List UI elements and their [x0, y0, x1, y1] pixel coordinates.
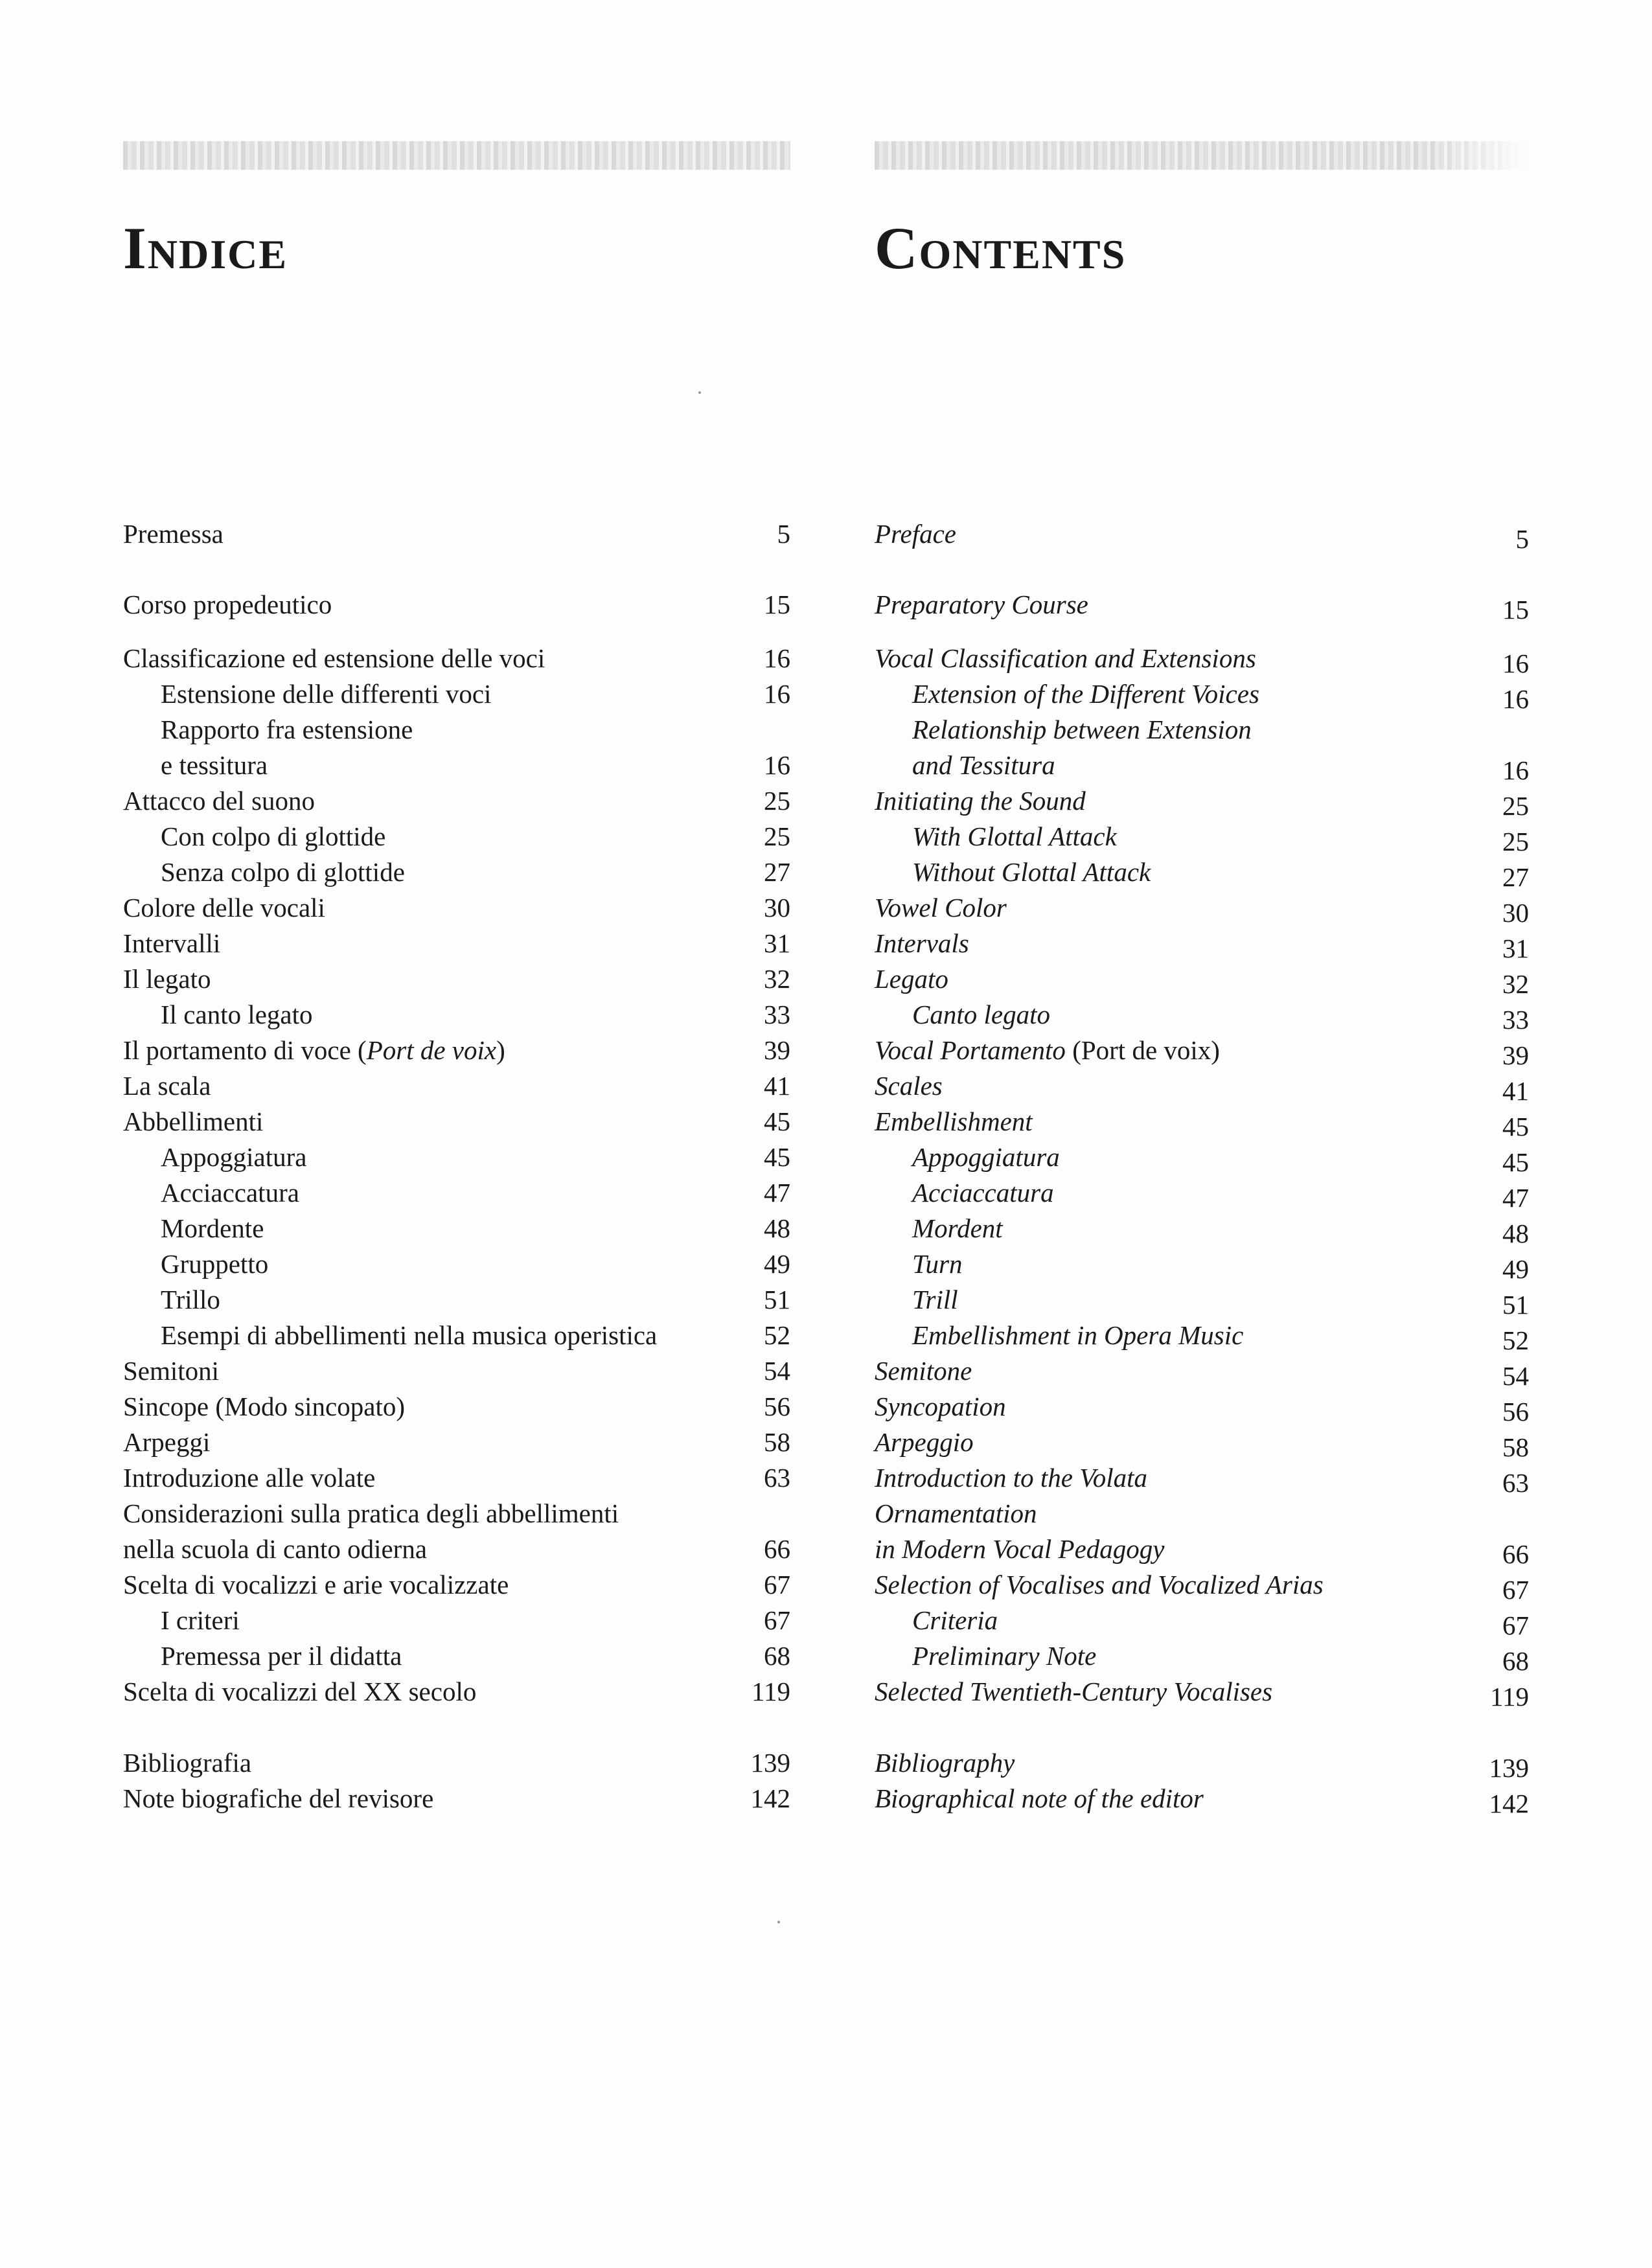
- toc-entry: [123, 783, 790, 819]
- entry-title: Criteria: [912, 1605, 998, 1635]
- entry-page: 33: [764, 1000, 790, 1029]
- entry-page: 52: [1502, 1325, 1529, 1355]
- entry-page: 45: [764, 1142, 790, 1172]
- toc-entry: [875, 1353, 1529, 1389]
- entry-title: Syncopation: [875, 1392, 1006, 1421]
- entry-page: 32: [1502, 969, 1529, 999]
- entry-title: Legato: [875, 964, 948, 994]
- toc-entry: [875, 516, 1529, 552]
- toc-entry: [123, 1566, 790, 1603]
- entry-title: Considerazioni sulla pratica degli abbellimenti: [123, 1498, 619, 1528]
- toc-entry: [875, 1638, 1529, 1674]
- toc-entry: [875, 1174, 1529, 1211]
- entry-title: Semitoni: [123, 1356, 220, 1386]
- entry-page: 16: [1502, 684, 1529, 714]
- entry-page: 48: [1502, 1219, 1529, 1248]
- entry-title: Preliminary Note: [912, 1641, 1097, 1671]
- entry-title: Preparatory Course: [875, 590, 1088, 619]
- toc-entry: [875, 996, 1529, 1033]
- toc-entry: [875, 586, 1529, 623]
- entry-page: 139: [750, 1748, 790, 1778]
- entry-page: 49: [764, 1249, 790, 1279]
- toc-entry: [123, 1210, 790, 1246]
- entry-page: 119: [751, 1677, 790, 1706]
- entry-title: Without Glottal Attack: [912, 857, 1151, 887]
- toc-entry: [875, 1495, 1529, 1531]
- entry-page: 25: [1502, 791, 1529, 821]
- toc-entry: [123, 889, 790, 926]
- toc-entry: [123, 854, 790, 890]
- toc-entry: [875, 1424, 1529, 1460]
- entry-page: 5: [777, 519, 790, 549]
- toc-entry: [875, 640, 1529, 676]
- entry-title: Appoggiatura: [161, 1142, 307, 1172]
- toc-entry: [123, 711, 790, 748]
- toc-entry: [875, 1246, 1529, 1282]
- entry-title: Ornamentation: [875, 1498, 1037, 1528]
- entry-page: 15: [1502, 595, 1529, 624]
- entry-title: Bibliography: [875, 1748, 1015, 1778]
- toc-entry: [875, 1460, 1529, 1496]
- toc-entry: [123, 1424, 790, 1460]
- entry-title: La scala: [123, 1071, 211, 1101]
- entry-title: nella scuola di canto odierna: [123, 1534, 428, 1564]
- entry-page: 25: [764, 821, 790, 851]
- entry-title: Embellishment in Opera Music: [912, 1320, 1244, 1350]
- toc-entry: [875, 1281, 1529, 1318]
- entry-title: Appoggiatura: [912, 1142, 1060, 1172]
- toc-entry: [875, 747, 1529, 783]
- entry-page: 45: [764, 1106, 790, 1136]
- entry-page: 47: [764, 1178, 790, 1208]
- toc-entry: [123, 1281, 790, 1318]
- entry-page: 32: [764, 964, 790, 994]
- entry-title: Acciaccatura: [161, 1178, 299, 1208]
- entry-title: and Tessitura: [912, 750, 1055, 780]
- entry-page: 68: [764, 1641, 790, 1671]
- toc-entry: [123, 996, 790, 1033]
- entry-page: 16: [764, 750, 790, 780]
- entry-title: Vocal Portamento (Port de voix): [875, 1035, 1220, 1065]
- entry-title: Scelta di vocalizzi del XX secolo: [123, 1677, 477, 1706]
- toc-entry: [123, 516, 790, 552]
- entry-title: Semitone: [875, 1356, 972, 1386]
- toc-entry: [123, 1174, 790, 1211]
- entry-title: Bibliografia: [123, 1748, 252, 1778]
- entry-page: 41: [1502, 1076, 1529, 1106]
- entry-title: in Modern Vocal Pedagogy: [875, 1534, 1165, 1564]
- entry-page: 52: [764, 1320, 790, 1350]
- entry-page: 54: [764, 1356, 790, 1386]
- entry-title: Selected Twentieth-Century Vocalises: [875, 1677, 1273, 1706]
- entry-page: 68: [1502, 1646, 1529, 1676]
- toc-entry: [875, 1745, 1529, 1781]
- entry-page: 67: [1502, 1575, 1529, 1605]
- toc-entry: [123, 1673, 790, 1710]
- entry-page: 5: [1515, 524, 1529, 554]
- toc-entry: [875, 783, 1529, 819]
- heading-contents: Contents: [875, 215, 1127, 281]
- entry-page: 16: [764, 679, 790, 709]
- entry-title: Initiating the Sound: [875, 786, 1086, 816]
- entry-title: Scales: [875, 1071, 943, 1101]
- entry-page: 142: [1489, 1789, 1529, 1818]
- toc-entry: [875, 1103, 1529, 1140]
- entry-title: Il legato: [123, 964, 211, 994]
- entry-page: 41: [764, 1071, 790, 1101]
- toc-entry: [123, 1780, 790, 1816]
- toc-entry: [123, 1068, 790, 1104]
- entry-title: Trill: [912, 1285, 958, 1314]
- entry-page: 39: [764, 1035, 790, 1065]
- entry-title: Sincope (Modo sincopato): [123, 1392, 405, 1421]
- entry-title: Relationship between Extension: [912, 715, 1252, 744]
- toc-entry: [123, 640, 790, 676]
- entry-page: 15: [764, 590, 790, 619]
- toc-entry: [123, 747, 790, 783]
- entry-page: 33: [1502, 1005, 1529, 1035]
- entry-title: Classificazione ed estensione delle voci: [123, 643, 545, 673]
- entry-page: 67: [1502, 1610, 1529, 1640]
- entry-title: Mordent: [912, 1213, 1003, 1243]
- entry-page: 49: [1502, 1254, 1529, 1284]
- entry-title: Trillo: [161, 1285, 220, 1314]
- entry-page: 16: [1502, 648, 1529, 678]
- entry-title: Introduction to the Volata: [875, 1463, 1147, 1493]
- entry-title: With Glottal Attack: [912, 821, 1117, 851]
- entry-page: 54: [1502, 1361, 1529, 1391]
- header-decor-bar-left: [123, 141, 790, 170]
- toc-entry: [123, 586, 790, 623]
- toc-entry: [123, 1032, 790, 1068]
- toc-entry: [123, 961, 790, 997]
- entry-page: 47: [1502, 1183, 1529, 1213]
- entry-page: 25: [764, 786, 790, 816]
- entry-title: Arpeggio: [875, 1427, 974, 1457]
- entry-page: 25: [1502, 827, 1529, 856]
- entry-title: Con colpo di glottide: [161, 821, 386, 851]
- toc-entry: [875, 1531, 1529, 1567]
- toc-entry: [123, 1638, 790, 1674]
- entry-page: 27: [1502, 862, 1529, 892]
- toc-entry: [123, 1602, 790, 1638]
- toc-entry: [875, 925, 1529, 961]
- toc-entry: [123, 1531, 790, 1567]
- toc-entry: [875, 1210, 1529, 1246]
- entry-title: Preface: [875, 519, 956, 549]
- heading-indice: Indice: [123, 215, 288, 281]
- entry-title: Intervals: [875, 928, 969, 958]
- entry-page: 51: [764, 1285, 790, 1314]
- entry-title: Biographical note of the editor: [875, 1783, 1204, 1813]
- entry-title: Esempi di abbellimenti nella musica operistica: [161, 1320, 658, 1350]
- entry-title: Il portamento di voce (Port de voix): [123, 1035, 505, 1065]
- entry-title: Vocal Classification and Extensions: [875, 643, 1256, 673]
- toc-entry: [123, 1460, 790, 1496]
- toc-entry: [875, 1566, 1529, 1603]
- entry-title: Arpeggi: [123, 1427, 211, 1457]
- entry-title: Attacco del suono: [123, 786, 315, 816]
- entry-page: 31: [1502, 934, 1529, 963]
- entry-page: 51: [1502, 1290, 1529, 1320]
- entry-page: 139: [1489, 1753, 1529, 1783]
- toc-entry: [875, 711, 1529, 748]
- entry-title: Rapporto fra estensione: [161, 715, 413, 744]
- entry-title: Canto legato: [912, 1000, 1050, 1029]
- toc-entry: [875, 1139, 1529, 1175]
- entry-page: 119: [1490, 1682, 1529, 1712]
- entry-title: Senza colpo di glottide: [161, 857, 405, 887]
- entry-page: 67: [764, 1570, 790, 1599]
- entry-title: Extension of the Different Voices: [912, 679, 1259, 709]
- entry-page: 67: [764, 1605, 790, 1635]
- toc-entry: [123, 676, 790, 712]
- entry-page: 16: [1502, 755, 1529, 785]
- header-decor-bar-right: [875, 141, 1529, 170]
- toc-entry: [123, 1103, 790, 1140]
- entry-page: 31: [764, 928, 790, 958]
- entry-page: 66: [764, 1534, 790, 1564]
- toc-entry: [875, 676, 1529, 712]
- entry-page: 63: [1502, 1468, 1529, 1498]
- toc-entry: [875, 1317, 1529, 1353]
- entry-page: 48: [764, 1213, 790, 1243]
- toc-entry: [875, 854, 1529, 890]
- entry-title: Premessa: [123, 519, 224, 549]
- entry-title: Selection of Vocalises and Vocalized Arias: [875, 1570, 1324, 1599]
- entry-title: Colore delle vocali: [123, 893, 325, 922]
- toc-entry: [875, 1032, 1529, 1068]
- entry-title: Premessa per il didatta: [161, 1641, 402, 1671]
- entry-page: 56: [764, 1392, 790, 1421]
- entry-title: Vowel Color: [875, 893, 1007, 922]
- toc-entry: [875, 1780, 1529, 1816]
- entry-title: Il canto legato: [161, 1000, 313, 1029]
- entry-page: 63: [764, 1463, 790, 1493]
- entry-page: 30: [1502, 898, 1529, 928]
- toc-entry: [123, 1139, 790, 1175]
- entry-page: 16: [764, 643, 790, 673]
- entry-title: Mordente: [161, 1213, 264, 1243]
- toc-entry: [123, 1745, 790, 1781]
- toc-entry: [875, 1602, 1529, 1638]
- toc-entry: [875, 1673, 1529, 1710]
- scan-speck: [698, 391, 701, 394]
- entry-page: 39: [1502, 1040, 1529, 1070]
- toc-entry: [123, 1317, 790, 1353]
- toc-entry: [875, 961, 1529, 997]
- entry-title: Gruppetto: [161, 1249, 269, 1279]
- entry-page: 45: [1502, 1147, 1529, 1177]
- entry-title: I criteri: [161, 1605, 240, 1635]
- scan-speck: [777, 1921, 780, 1923]
- entry-title: Corso propedeutico: [123, 590, 332, 619]
- entry-title: Introduzione alle volate: [123, 1463, 376, 1493]
- toc-entry: [123, 1495, 790, 1531]
- entry-title: Estensione delle differenti voci: [161, 679, 492, 709]
- entry-title: Abbellimenti: [123, 1106, 264, 1136]
- toc-entry: [123, 925, 790, 961]
- entry-page: 66: [1502, 1539, 1529, 1569]
- entry-title: Scelta di vocalizzi e arie vocalizzate: [123, 1570, 509, 1599]
- entry-title: Note biografiche del revisore: [123, 1783, 434, 1813]
- toc-entry: [875, 818, 1529, 854]
- entry-title: Intervalli: [123, 928, 221, 958]
- entry-page: 30: [764, 893, 790, 922]
- toc-entry: [123, 1246, 790, 1282]
- entry-page: 45: [1502, 1112, 1529, 1141]
- entry-page: 58: [1502, 1432, 1529, 1462]
- entry-title: Turn: [912, 1249, 963, 1279]
- toc-entry: [875, 1388, 1529, 1425]
- toc-entry: [123, 818, 790, 854]
- toc-entry: [123, 1388, 790, 1425]
- entry-title: Acciaccatura: [912, 1178, 1054, 1208]
- toc-entry: [875, 1068, 1529, 1104]
- entry-page: 27: [764, 857, 790, 887]
- toc-entry: [875, 889, 1529, 926]
- entry-page: 58: [764, 1427, 790, 1457]
- entry-page: 56: [1502, 1397, 1529, 1426]
- entry-title: Embellishment: [875, 1106, 1033, 1136]
- entry-page: 142: [750, 1783, 790, 1813]
- toc-entry: [123, 1353, 790, 1389]
- entry-title: e tessitura: [161, 750, 268, 780]
